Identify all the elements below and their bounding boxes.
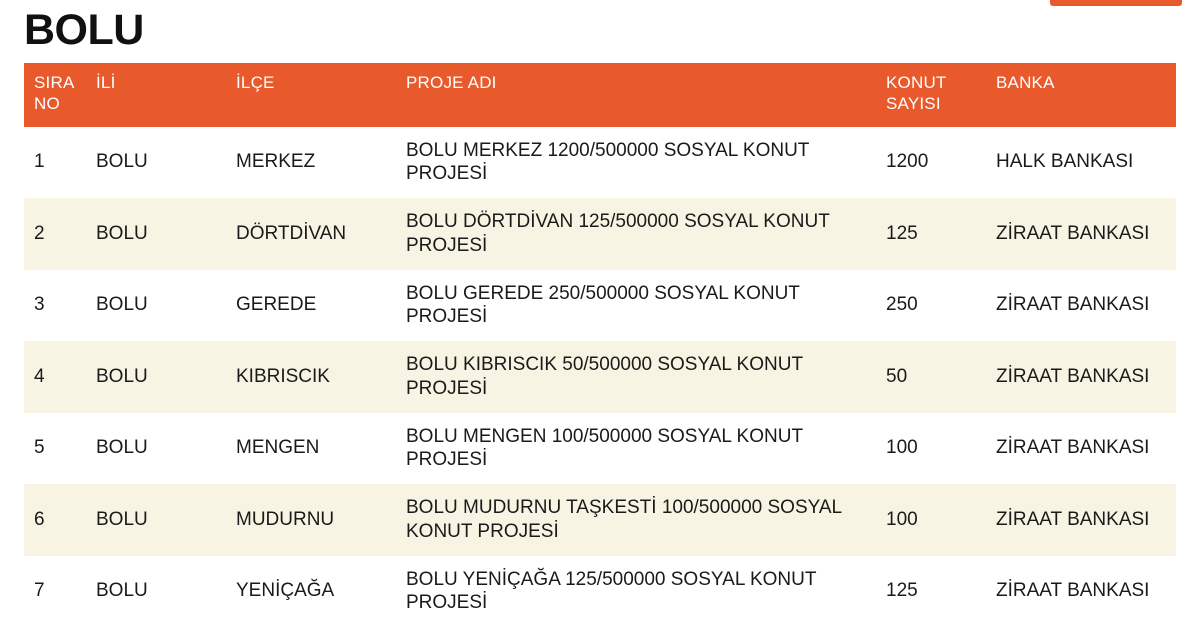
cell-proje-adi: BOLU DÖRTDİVAN 125/500000 SOSYAL KONUT PROJESİ <box>398 198 878 270</box>
table-header-row <box>24 63 1176 126</box>
table-row <box>24 556 1176 627</box>
column-header-konut-sayisi: KONUT SAYISI <box>878 63 988 126</box>
column-header-sira-no: SIRA NO <box>24 63 88 126</box>
cell-proje-adi: BOLU MENGEN 100/500000 SOSYAL KONUT PROJESİ <box>398 413 878 485</box>
cell-konut-sayisi: 1200 <box>878 127 988 199</box>
table-row <box>24 127 1176 199</box>
cell-proje-adi: BOLU KIBRISCIK 50/500000 SOSYAL KONUT PROJESİ <box>398 341 878 413</box>
cell-proje-adi: BOLU MUDURNU TAŞKESTİ 100/500000 SOSYAL KONUT PROJESİ <box>398 484 878 556</box>
cell-sira-no: 5 <box>24 413 88 485</box>
cell-konut-sayisi: 250 <box>878 270 988 342</box>
table-row <box>24 484 1176 556</box>
cell-il: BOLU <box>88 484 228 556</box>
cell-ilce: MERKEZ <box>228 127 398 199</box>
cell-ilce: MENGEN <box>228 413 398 485</box>
table-row <box>24 270 1176 342</box>
cell-konut-sayisi: 100 <box>878 413 988 485</box>
cell-sira-no: 2 <box>24 198 88 270</box>
cell-ilce: DÖRTDİVAN <box>228 198 398 270</box>
cell-proje-adi: BOLU GEREDE 250/500000 SOSYAL KONUT PROJESİ <box>398 270 878 342</box>
cell-proje-adi: BOLU MERKEZ 1200/500000 SOSYAL KONUT PROJESİ <box>398 127 878 199</box>
table-body <box>24 127 1176 627</box>
column-header-ilce: İLÇE <box>228 63 398 126</box>
cell-banka: ZİRAAT BANKASI <box>988 484 1176 556</box>
cell-ilce: MUDURNU <box>228 484 398 556</box>
cell-il: BOLU <box>88 198 228 270</box>
cell-konut-sayisi: 125 <box>878 556 988 627</box>
table-row <box>24 413 1176 485</box>
cell-ilce: GEREDE <box>228 270 398 342</box>
column-header-proje-adi: PROJE ADI <box>398 63 878 126</box>
cell-il: BOLU <box>88 341 228 413</box>
page-title: BOLU <box>24 6 144 54</box>
cell-banka: ZİRAAT BANKASI <box>988 198 1176 270</box>
cell-sira-no: 1 <box>24 127 88 199</box>
cell-il: BOLU <box>88 556 228 627</box>
cell-konut-sayisi: 125 <box>878 198 988 270</box>
table-row <box>24 341 1176 413</box>
cell-konut-sayisi: 50 <box>878 341 988 413</box>
cell-il: BOLU <box>88 413 228 485</box>
cell-banka: ZİRAAT BANKASI <box>988 413 1176 485</box>
cell-il: BOLU <box>88 270 228 342</box>
cell-sira-no: 7 <box>24 556 88 627</box>
table-row <box>24 198 1176 270</box>
column-header-banka: BANKA <box>988 63 1176 126</box>
cell-sira-no: 3 <box>24 270 88 342</box>
column-header-il: İLİ <box>88 63 228 126</box>
cell-banka: HALK BANKASI <box>988 127 1176 199</box>
social-housing-table <box>24 63 1176 627</box>
cell-banka: ZİRAAT BANKASI <box>988 270 1176 342</box>
table-header <box>24 63 1176 126</box>
top-accent-bar <box>1050 0 1182 6</box>
cell-il: BOLU <box>88 127 228 199</box>
cell-banka: ZİRAAT BANKASI <box>988 341 1176 413</box>
cell-ilce: YENİÇAĞA <box>228 556 398 627</box>
cell-sira-no: 6 <box>24 484 88 556</box>
cell-konut-sayisi: 100 <box>878 484 988 556</box>
cell-ilce: KIBRISCIK <box>228 341 398 413</box>
cell-banka: ZİRAAT BANKASI <box>988 556 1176 627</box>
cell-sira-no: 4 <box>24 341 88 413</box>
cell-proje-adi: BOLU YENİÇAĞA 125/500000 SOSYAL KONUT PROJESİ <box>398 556 878 627</box>
